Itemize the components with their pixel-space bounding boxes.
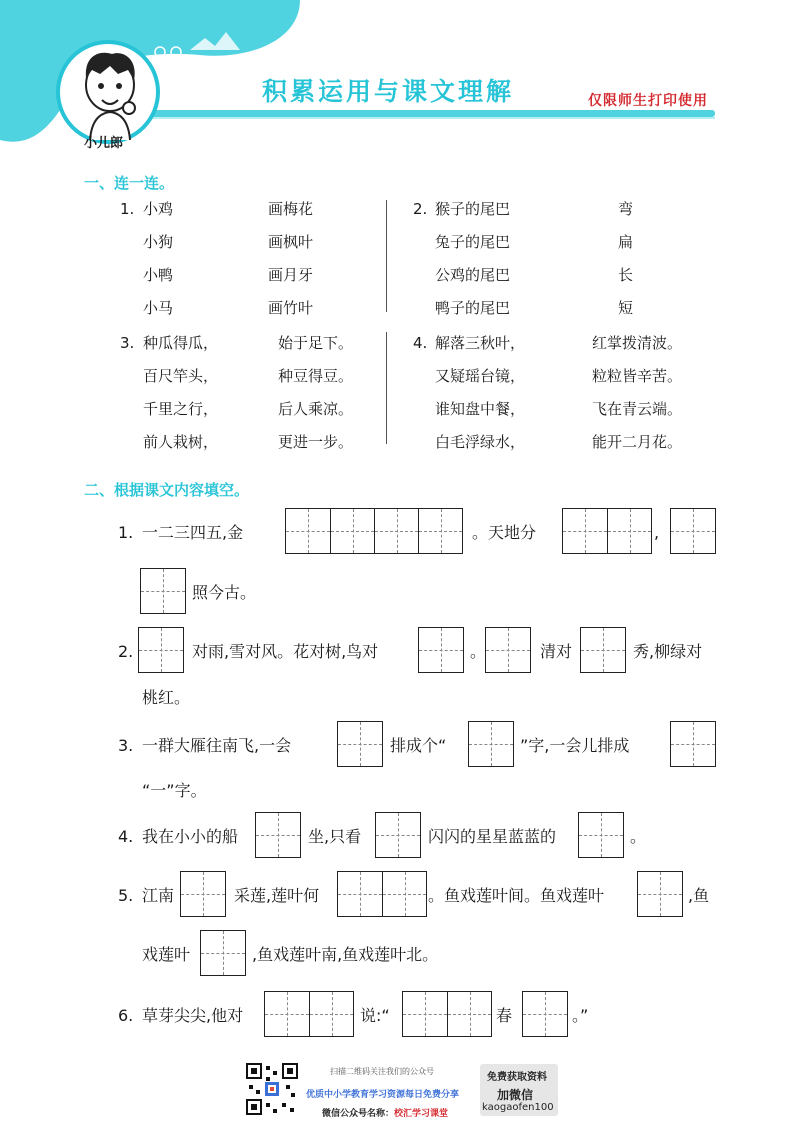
answer-box-1[interactable] bbox=[670, 721, 716, 767]
question-number: 3. bbox=[120, 334, 135, 352]
question-text: 桃红。 bbox=[142, 688, 191, 707]
print-note: 仅限师生打印使用 bbox=[588, 93, 708, 109]
question-text: 春 bbox=[496, 1006, 513, 1025]
question-text: 草芽尖尖,他对 bbox=[142, 1006, 244, 1025]
match-left-item: 百尺竿头， bbox=[143, 367, 219, 385]
question-number: 4. bbox=[118, 827, 134, 846]
question-text: 清对 bbox=[540, 642, 573, 661]
match-right-item: 后人乘凉。 bbox=[278, 400, 354, 418]
section2-title: 二、根据课文内容填空。 bbox=[84, 481, 250, 499]
question-text: 我在小小的船 bbox=[142, 827, 239, 846]
answer-box-1[interactable] bbox=[255, 812, 301, 858]
match-right-item: 飞在青云端。 bbox=[592, 400, 683, 418]
answer-box-1[interactable] bbox=[200, 930, 246, 976]
account-label: 微信公众号名称： bbox=[322, 1109, 395, 1119]
account-label-row bbox=[322, 1106, 448, 1119]
match-left-item: 解落三秋叶， bbox=[435, 334, 526, 352]
answer-box-1[interactable] bbox=[485, 627, 531, 673]
match-right-item: 短 bbox=[618, 299, 634, 317]
match-left-item: 兔子的尾巴 bbox=[435, 233, 511, 251]
question-text: 。 bbox=[630, 827, 647, 846]
match-left-item: 小狗 bbox=[143, 233, 174, 251]
page-title: 积累运用与课文理解 bbox=[262, 77, 515, 106]
answer-box-1[interactable] bbox=[578, 812, 624, 858]
question-text: 一二三四五,金 bbox=[142, 523, 244, 542]
answer-box-2[interactable] bbox=[264, 991, 354, 1037]
question-text: 一群大雁往南飞,一会 bbox=[142, 736, 292, 755]
answer-box-1[interactable] bbox=[468, 721, 514, 767]
match-right-item: 种豆得豆。 bbox=[278, 367, 354, 385]
match-left-item: 谁知盘中餐， bbox=[435, 400, 526, 418]
question-text: “一”字。 bbox=[142, 781, 207, 800]
match-right-item: 画竹叶 bbox=[268, 299, 314, 317]
answer-box-1[interactable] bbox=[140, 568, 186, 614]
section1-title: 一、连一连。 bbox=[84, 174, 175, 192]
question-number: 5. bbox=[118, 886, 134, 905]
match-right-item: 能开二月花。 bbox=[592, 433, 683, 451]
share-text: 优质中小学教育学习资源每日免费分享 bbox=[306, 1090, 460, 1100]
question-text: 戏莲叶 bbox=[142, 945, 191, 964]
question-text: 。” bbox=[572, 1006, 589, 1025]
question-text: 。天地分 bbox=[472, 523, 537, 542]
column-divider-top bbox=[386, 200, 387, 312]
question-number: 1. bbox=[120, 200, 135, 218]
question-text: 秀,柳绿对 bbox=[633, 642, 703, 661]
match-left-item: 猴子的尾巴 bbox=[435, 200, 511, 218]
match-left-item: 小鸡 bbox=[143, 200, 174, 218]
match-right-item: 长 bbox=[618, 266, 634, 284]
answer-box-4[interactable] bbox=[285, 508, 463, 554]
question-text: 坐,只看 bbox=[308, 827, 362, 846]
match-right-item: 红掌拨清波。 bbox=[592, 334, 683, 352]
answer-box-1[interactable] bbox=[637, 871, 683, 917]
match-left-item: 小马 bbox=[143, 299, 174, 317]
match-right-item: 弯 bbox=[618, 200, 634, 218]
wechat-id: kaogaofen100 bbox=[482, 1102, 554, 1113]
match-left-item: 种瓜得瓜， bbox=[143, 334, 219, 352]
account-name: 校汇学习课堂 bbox=[394, 1109, 449, 1119]
match-left-item: 千里之行， bbox=[143, 400, 219, 418]
column-divider-bottom bbox=[386, 332, 387, 444]
question-text: 。 bbox=[470, 642, 487, 661]
question-text: ,鱼 bbox=[688, 886, 710, 905]
free-label: 免费获取资料 bbox=[487, 1072, 547, 1083]
match-right-item: 扁 bbox=[618, 233, 634, 251]
question-text: 排成个“ bbox=[390, 736, 447, 755]
match-right-item: 更进一步。 bbox=[278, 433, 354, 451]
answer-box-1[interactable] bbox=[670, 508, 716, 554]
question-text: 闪闪的星星蓝蓝的 bbox=[428, 827, 557, 846]
match-left-item: 前人栽树， bbox=[143, 433, 219, 451]
scan-text: 扫描二维码关注我们的公众号 bbox=[330, 1067, 434, 1076]
question-number: 1. bbox=[118, 523, 134, 542]
question-text: 。鱼戏莲叶间。鱼戏莲叶 bbox=[428, 886, 605, 905]
question-number: 2. bbox=[413, 200, 428, 218]
answer-box-1[interactable] bbox=[580, 627, 626, 673]
answer-box-2[interactable] bbox=[562, 508, 652, 554]
question-text: ,鱼戏莲叶南,鱼戏莲叶北。 bbox=[252, 945, 439, 964]
answer-box-1[interactable] bbox=[418, 627, 464, 673]
question-text: 对雨,雪对风。花对树,鸟对 bbox=[192, 642, 379, 661]
answer-box-1[interactable] bbox=[337, 721, 383, 767]
question-text: 说:“ bbox=[360, 1006, 390, 1025]
question-number: 3. bbox=[118, 736, 134, 755]
answer-box-2[interactable] bbox=[337, 871, 427, 917]
answer-box-1[interactable] bbox=[375, 812, 421, 858]
mascot-icon bbox=[58, 42, 158, 142]
answer-box-1[interactable] bbox=[138, 627, 184, 673]
question-text: 照今古。 bbox=[192, 583, 257, 602]
match-right-item: 画枫叶 bbox=[268, 233, 314, 251]
match-left-item: 小鸭 bbox=[143, 266, 174, 284]
question-number: 2. bbox=[118, 642, 134, 661]
match-right-item: 粒粒皆辛苦。 bbox=[592, 367, 683, 385]
answer-box-2[interactable] bbox=[402, 991, 492, 1037]
match-right-item: 始于足下。 bbox=[278, 334, 354, 352]
question-number: 4. bbox=[413, 334, 428, 352]
match-left-item: 白毛浮绿水， bbox=[435, 433, 526, 451]
mascot-name: 小儿郎 bbox=[84, 136, 124, 151]
question-number: 6. bbox=[118, 1006, 134, 1025]
match-left-item: 公鸡的尾巴 bbox=[435, 266, 511, 284]
answer-box-1[interactable] bbox=[180, 871, 226, 917]
answer-box-1[interactable] bbox=[522, 991, 568, 1037]
question-text: 江南 bbox=[142, 886, 175, 905]
question-text: , bbox=[654, 523, 660, 542]
match-right-item: 画月牙 bbox=[268, 266, 314, 284]
qr-code-icon bbox=[246, 1063, 298, 1115]
match-left-item: 鸭子的尾巴 bbox=[435, 299, 511, 317]
add-wechat-label: 加微信 bbox=[497, 1088, 534, 1102]
match-right-item: 画梅花 bbox=[268, 200, 314, 218]
question-text: ”字,一会儿排成 bbox=[520, 736, 630, 755]
question-text: 采莲,莲叶何 bbox=[234, 886, 320, 905]
match-left-item: 又疑瑶台镜， bbox=[435, 367, 526, 385]
